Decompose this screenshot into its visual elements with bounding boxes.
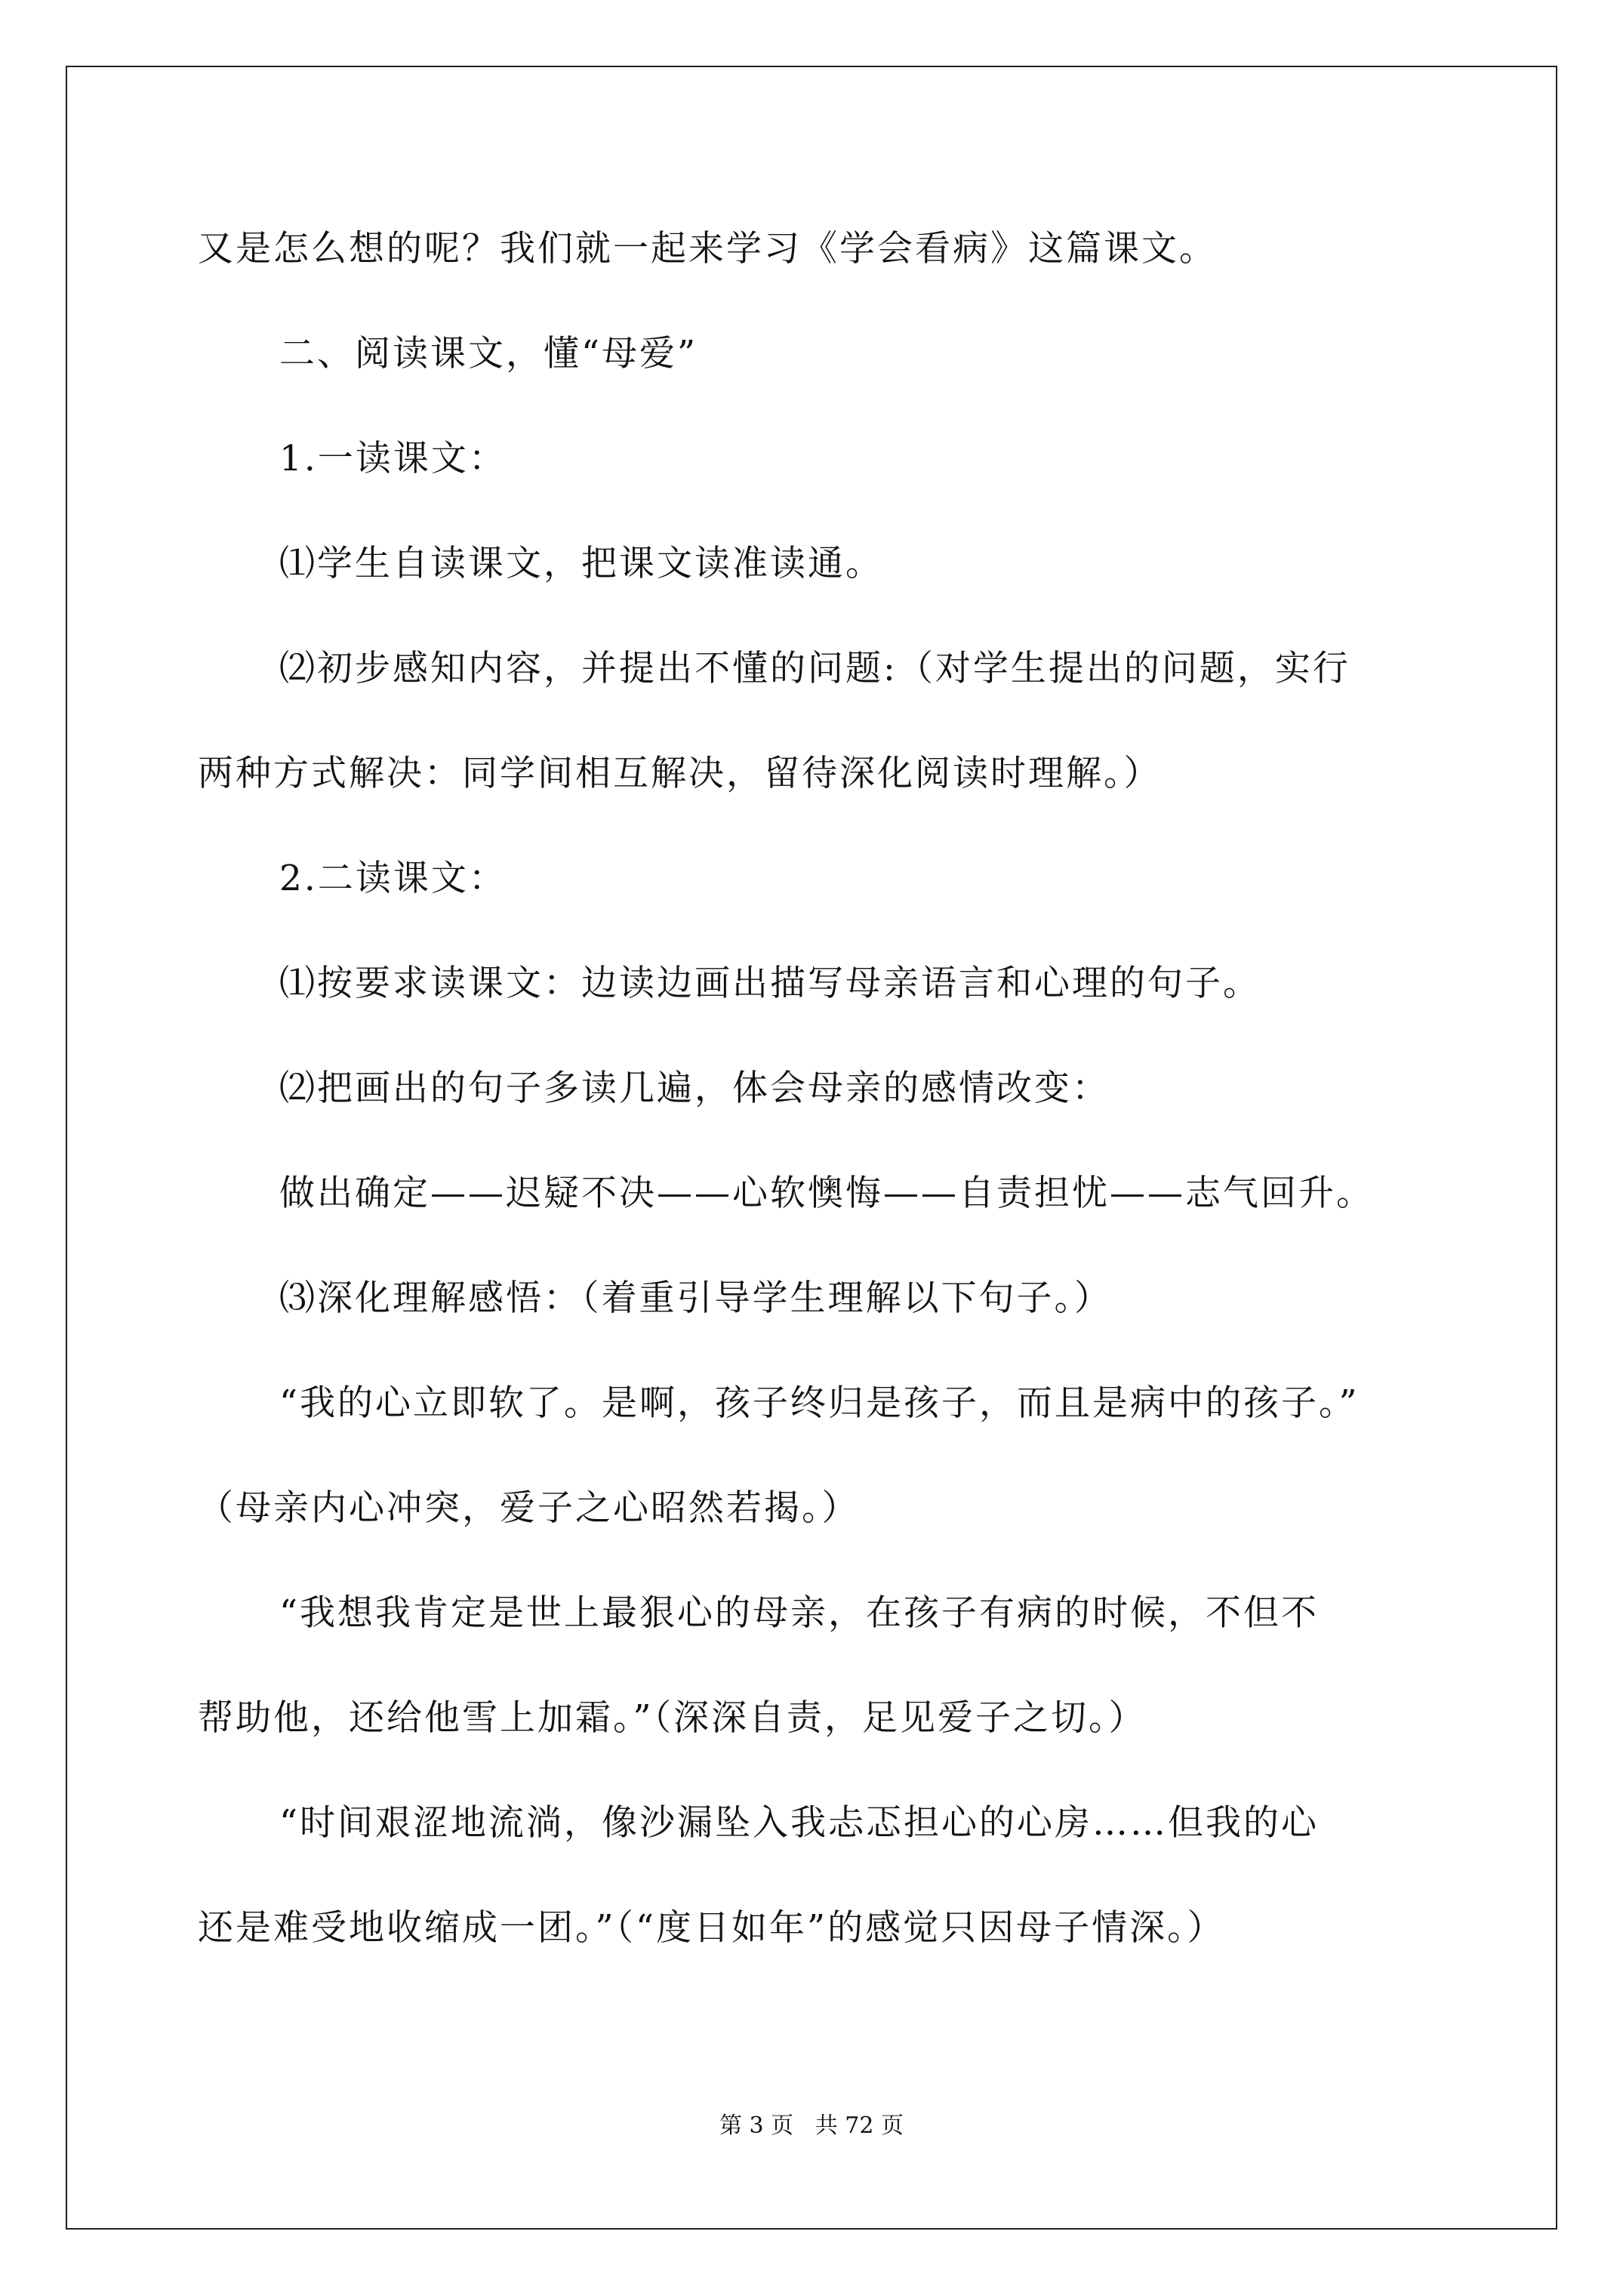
text-line: 2.二读课文： — [279, 858, 507, 899]
text-line: ⑵初步感知内容，并提出不懂的问题:（对学生提出的问题，实行 — [279, 648, 1350, 689]
text-line: 做出确定——迟疑不决——心软懊悔——自责担忧——志气回升。 — [279, 1173, 1374, 1214]
page-number: 第 3 页 共 72 页 — [719, 2113, 904, 2139]
text-line: ⑵把画出的句子多读几遍，体会母亲的感情改变： — [279, 1068, 1110, 1109]
quote-line: “我想我肯定是世上最狠心的母亲，在孩子有病的时候，不但不 — [279, 1592, 1320, 1634]
quote-line: “我的心立即软了。是啊，孩子终归是孩子，而且是病中的孩子。” — [279, 1382, 1360, 1424]
text-line: 帮助他，还给他雪上加霜。”（深深自责，足见爱子之切。） — [198, 1697, 1147, 1739]
text-line: 又是怎么想的呢？我们就一起来学习《学会看病》这篇课文。 — [198, 228, 1217, 270]
text-line: ⑴学生自读课文，把课文读准读通。 — [279, 543, 883, 584]
quote-line: “时间艰涩地流淌，像沙漏坠入我忐忑担心的心房……但我的心 — [279, 1802, 1320, 1844]
text-line: 两种方式解决：同学间相互解决，留待深化阅读时理解。） — [198, 753, 1162, 794]
section-heading: 二、阅读课文，懂“母爱” — [279, 333, 698, 374]
text-line: 还是难受地收缩成一团。”（“度日如年”的感觉只因母子情深。） — [198, 1907, 1225, 1949]
text-line: ⑴按要求读课文：边读边画出描写母亲语言和心理的句子。 — [279, 963, 1261, 1004]
text-line: （母亲内心冲突，爱子之心昭然若揭。） — [198, 1487, 860, 1529]
text-line: 1.一读课文： — [279, 438, 507, 479]
text-line: ⑶深化理解感悟：（着重引导学生理解以下句子。） — [279, 1277, 1112, 1319]
